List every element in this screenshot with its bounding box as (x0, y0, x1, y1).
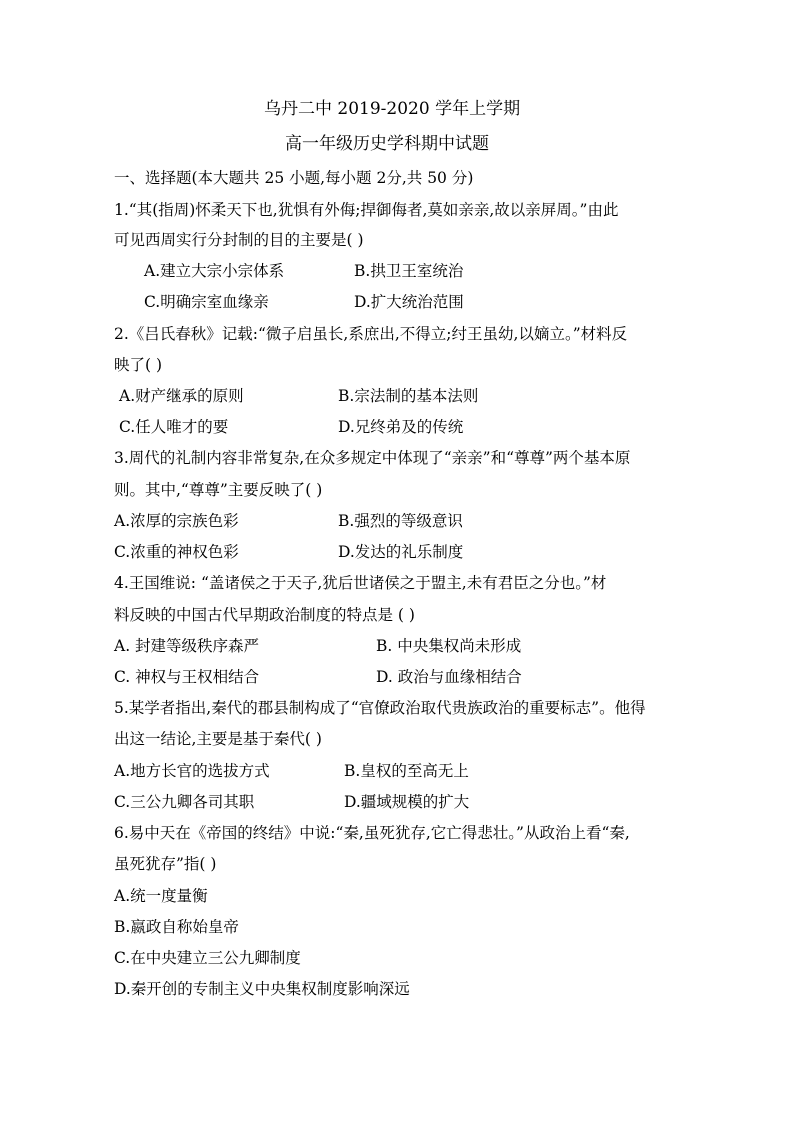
question-1-option-b[interactable]: B.拱卫王室统治 (354, 262, 464, 280)
question-5-line-2: 出这一结论,主要是基于秦代( ) (114, 730, 322, 748)
question-1-option-d[interactable]: D.扩大统治范围 (354, 293, 464, 311)
question-4-line-2: 料反映的中国古代早期政治制度的特点是 ( ) (114, 606, 415, 624)
question-5-option-a[interactable]: A.地方长官的选拔方式 (114, 762, 270, 780)
question-6-option-b[interactable]: B.嬴政自称始皇帝 (114, 918, 239, 936)
question-6-option-a[interactable]: A.统一度量衡 (114, 887, 208, 905)
question-6-option-d[interactable]: D.秦开创的专制主义中央集权制度影响深远 (114, 980, 410, 998)
question-3-option-a[interactable]: A.浓厚的宗族色彩 (114, 512, 239, 530)
question-4-option-c[interactable]: C. 神权与王权相结合 (114, 668, 260, 686)
question-1-line-2: 可见西周实行分封制的目的主要是( ) (114, 231, 364, 249)
question-4-option-d[interactable]: D. 政治与血缘相结合 (376, 668, 522, 686)
question-4-option-b[interactable]: B. 中央集权尚未形成 (376, 637, 522, 655)
question-6-option-c[interactable]: C.在中央建立三公九卿制度 (114, 949, 301, 967)
question-6-line-2: 虽死犹存”指( ) (114, 855, 217, 873)
question-5-option-c[interactable]: C.三公九卿各司其职 (114, 793, 255, 811)
question-3-option-d[interactable]: D.发达的礼乐制度 (338, 543, 464, 561)
question-4-line-1: 4.王国维说: “盖诸侯之于天子,犹后世诸侯之于盟主,未有君臣之分也。”材 (114, 574, 607, 592)
question-2-line-2: 映了( ) (114, 356, 163, 374)
section-heading: 一、选择题(本大题共 25 小题,每小题 2分,共 50 分) (114, 169, 474, 187)
question-3-option-c[interactable]: C.浓重的神权色彩 (114, 543, 239, 561)
question-1-option-a[interactable]: A.建立大宗小宗体系 (144, 262, 285, 280)
question-5-option-b[interactable]: B.皇权的至高无上 (344, 762, 469, 780)
question-2-line-1: 2.《吕氏春秋》记载:“微子启虽长,系庶出,不得立;纣王虽幼,以嫡立。”材料反 (114, 325, 628, 343)
question-2-option-c[interactable]: C.任人唯才的要 (119, 418, 229, 436)
question-6-line-1: 6.易中天在《帝国的终结》中说:“秦,虽死犹存,它亡得悲壮。”从政治上看“秦, (114, 824, 630, 842)
question-2-option-b[interactable]: B.宗法制的基本法则 (338, 387, 479, 405)
question-2-option-d[interactable]: D.兄终弟及的传统 (338, 418, 464, 436)
question-5-line-1: 5.某学者指出,秦代的郡县制构成了“官僚政治取代贵族政治的重要标志”。他得 (114, 699, 646, 717)
question-1-option-c[interactable]: C.明确宗室血缘亲 (144, 293, 269, 311)
exam-title: 乌丹二中 2019-2020 学年上学期 (264, 99, 521, 119)
question-3-option-b[interactable]: B.强烈的等级意识 (338, 512, 463, 530)
exam-subtitle: 高一年级历史学科期中试题 (285, 134, 489, 154)
question-2-option-a[interactable]: A.财产继承的原则 (119, 387, 244, 405)
question-1-line-1: 1.“其(指周)怀柔天下也,犹惧有外侮;捍御侮者,莫如亲亲,故以亲屏周。”由此 (114, 201, 619, 219)
question-4-option-a[interactable]: A. 封建等级秩序森严 (114, 637, 260, 655)
question-5-option-d[interactable]: D.疆域规模的扩大 (344, 793, 470, 811)
question-3-line-2: 则。其中,“尊尊”主要反映了( ) (114, 481, 323, 499)
question-3-line-1: 3.周代的礼制内容非常复杂,在众多规定中体现了“亲亲”和“尊尊”两个基本原 (114, 449, 631, 467)
